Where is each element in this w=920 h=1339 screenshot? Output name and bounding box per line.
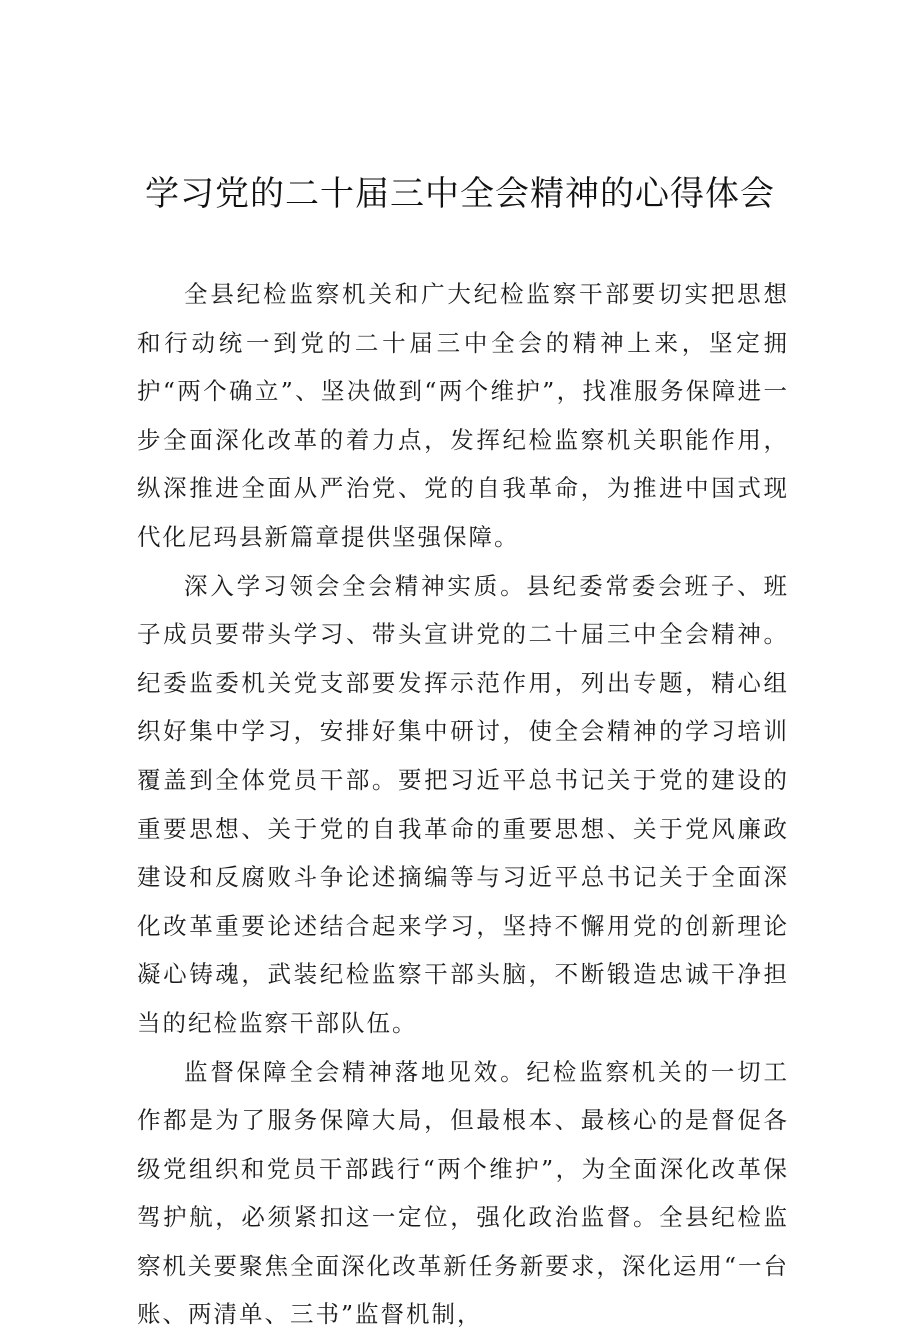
document-title: 学习党的二十届三中全会精神的心得体会 xyxy=(0,170,920,218)
paragraph-2: 深入学习领会全会精神实质。县纪委常委会班子、班子成员要带头学习、带头宣讲党的二十届三中全会精神。纪委监委机关党支部要发挥示范作用，列出专题，精心组织好集中学习，安排好集中研讨，使全会精神的学习培训覆盖到全体党员干部。要把习近平总书记关于党的建设的重要思想、关于党的自我革命的重要思想、关于党风廉政建设和反腐败斗争论述摘编等与习近平总书记关于全面深化改革重要论述结合起来学习，坚持不懈用党的创新理论凝心铸魂，武装纪检监察干部头脑，不断锻造忠诚干净担当的纪检监察干部队伍。 xyxy=(137,562,789,1048)
paragraph-1: 全县纪检监察机关和广大纪检监察干部要切实把思想和行动统一到党的二十届三中全会的精神上来，坚定拥护“两个确立”、坚决做到“两个维护”，找准服务保障进一步全面深化改革的着力点，发挥纪检监察机关职能作用，纵深推进全面从严治党、党的自我革命，为推进中国式现代化尼玛县新篇章提供坚强保障。 xyxy=(137,270,789,562)
document-body xyxy=(137,270,789,1339)
paragraph-3: 监督保障全会精神落地见效。纪检监察机关的一切工作都是为了服务保障大局，但最根本、最核心的是督促各级党组织和党员干部践行“两个维护”，为全面深化改革保驾护航，必须紧扣这一定位，强化政治监督。全县纪检监察机关要聚焦全面深化改革新任务新要求，深化运用“一台账、两清单、三书”监督机制， xyxy=(137,1048,789,1339)
